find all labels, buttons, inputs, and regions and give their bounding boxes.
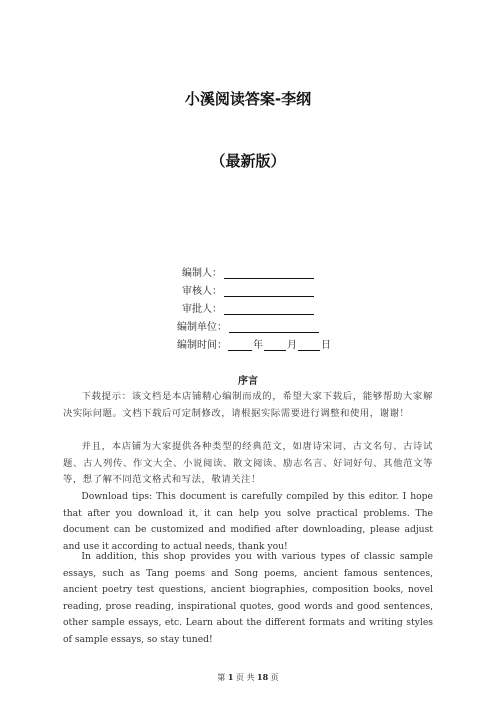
paragraph-download-tips-en: Download tips: This document is carefully compiled by this editor. I hope that after you download it, it can help you solve practical problems. The document can be customized and modified after downloading, please adjust and use it according to actual needs, thank you! <box>63 491 433 552</box>
day-label: 日 <box>321 340 331 351</box>
paragraph-shop-info-en: In addition, this shop provides you with various types of classic sample essays, such as Tang poems and Song poems, ancient famous sentences, ancient poetry test questions, ancient biographies, composition books, novel reading, prose reading, inspirational quotes, good words and good sentences, other sample essays, etc. Learn about the different formats and writing styles of sample essays, so stay tuned! <box>63 551 433 645</box>
total-pages: 18 <box>257 672 269 682</box>
paragraph-shop-info-zh: 并且，本店铺为大家提供各种类型的经典范文，如唐诗宋词、古文名句、古诗试题、古人列传、作文大全、小说阅读、散文阅读、励志名言、好词好句、其他范文等等，想了解不同范文格式和写法，敬请关注！ <box>63 441 433 485</box>
day-blank <box>298 339 320 351</box>
date-field <box>177 335 331 351</box>
reviewer-label: 审核人： <box>182 286 222 297</box>
unit-field <box>177 317 319 333</box>
footer-suffix: 页 <box>270 673 279 682</box>
reviewer-blank <box>224 285 314 297</box>
unit-label: 编制单位： <box>177 322 227 333</box>
month-blank <box>264 339 286 351</box>
footer-prefix: 第 <box>217 673 226 682</box>
year-blank <box>228 339 252 351</box>
editor-blank <box>224 267 314 279</box>
editor-field <box>182 263 314 279</box>
unit-blank <box>229 321 319 333</box>
date-label: 编制时间： <box>177 340 227 351</box>
current-page-number: 1 <box>227 672 234 682</box>
year-label: 年 <box>253 340 263 351</box>
edition-label: （最新版） <box>210 152 286 170</box>
page-footer <box>0 672 496 683</box>
reviewer-field <box>182 281 314 297</box>
footer-middle: 页 共 <box>235 673 255 682</box>
preface-heading: 序言 <box>238 376 258 387</box>
month-label: 月 <box>287 340 297 351</box>
document-title: 小溪阅读答案-李纲 <box>184 90 312 108</box>
approver-field <box>182 299 314 315</box>
editor-label: 编制人： <box>182 268 222 279</box>
approver-blank <box>224 303 314 315</box>
paragraph-download-tips-zh: 下载提示：该文档是本店铺精心编制而成的，希望大家下载后，能够帮助大家解决实际问题。文档下载后可定制修改，请根据实际需要进行调整和使用，谢谢！ <box>63 391 433 419</box>
approver-label: 审批人： <box>182 304 222 315</box>
